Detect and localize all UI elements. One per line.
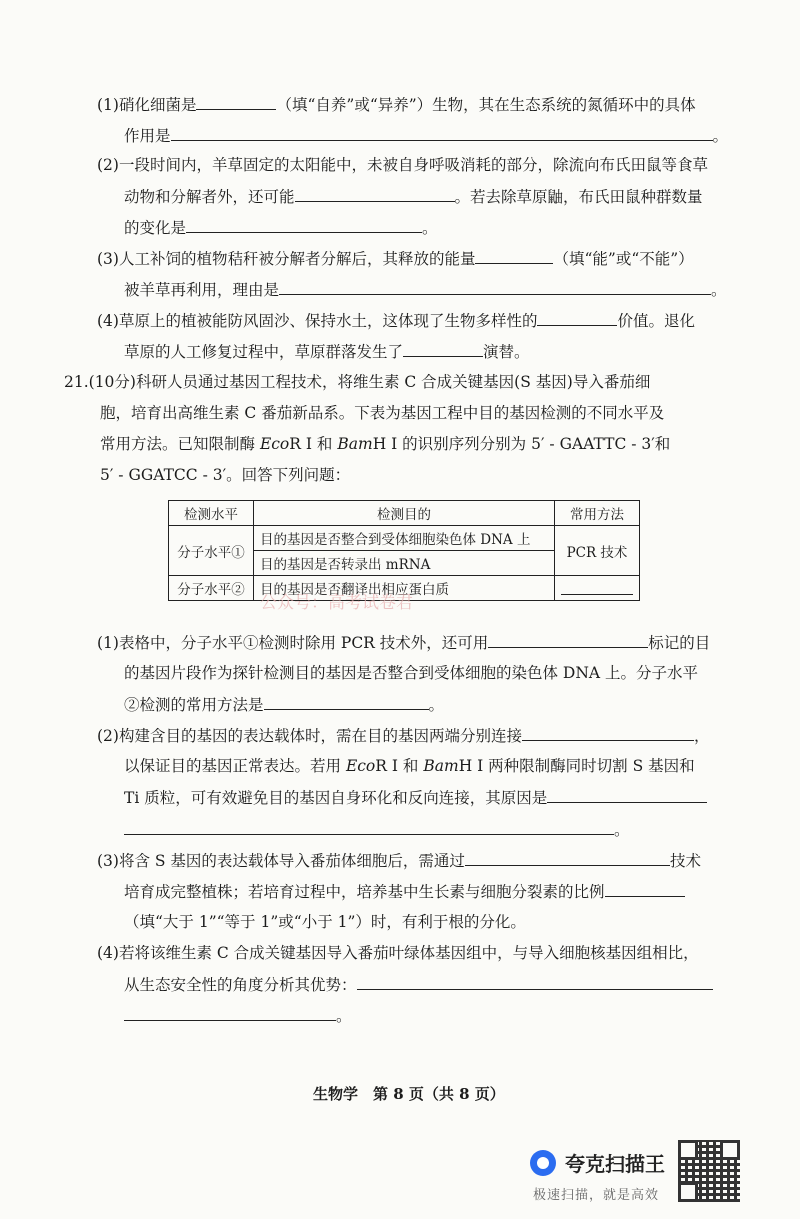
text: 技术	[669, 852, 701, 870]
table-cell: 目的基因是否翻译出相应蛋白质	[254, 576, 555, 601]
text: ，	[693, 727, 710, 745]
text: 。若去除草原鼬，布氏田鼠种群数量	[454, 188, 703, 206]
q21-intro-line2	[100, 401, 664, 425]
answer-blank	[196, 92, 276, 110]
q21-s3-line2	[124, 879, 685, 904]
table-header: 常用方法	[555, 501, 640, 526]
q21-s1-line3	[124, 692, 444, 717]
q20-p1-line1	[97, 92, 696, 117]
text: (3)人工补饲的植物秸秆被分解者分解后，其释放的能量	[97, 250, 476, 268]
answer-blank	[124, 817, 614, 835]
q20-p4-line1	[97, 308, 695, 333]
answer-blank	[475, 246, 553, 264]
text: (3)将含 S 基因的表达载体导入番茄体细胞后，需通过	[97, 852, 465, 870]
text: 演替。	[483, 343, 530, 361]
answer-blank	[537, 308, 617, 326]
q21-s2-line2	[124, 754, 695, 778]
enzyme-name: Eco	[345, 757, 376, 775]
enzyme-name: Bam	[337, 435, 373, 453]
answer-blank	[522, 723, 694, 741]
text: 。	[336, 1007, 352, 1025]
text: (1)硝化细菌是	[97, 96, 197, 114]
answer-blank	[488, 630, 648, 648]
text: 胞，培育出高维生素 C 番茄新品系。下表为基因工程中目的基因检测的不同水平及	[100, 404, 665, 422]
text: 的基因片段作为探针检测目的基因是否整合到受体细胞的染色体 DNA 上。分子水平	[124, 664, 699, 682]
answer-blank	[403, 339, 483, 357]
q21-s4-line1	[97, 941, 699, 965]
text: 。	[712, 127, 729, 145]
text: 5′ - GGATCC - 3′。回答下列问题：	[100, 466, 351, 484]
q20-p2-line2	[124, 184, 703, 209]
scanner-subtitle: 极速扫描，就是高效	[533, 1188, 660, 1203]
text: 常用方法。已知限制酶	[100, 435, 260, 453]
page-footer: 生物学 第 8 页（共 8 页）	[313, 1085, 505, 1103]
q20-p4-line2	[124, 339, 530, 364]
text: 。	[614, 821, 630, 839]
q21-s1-line2	[124, 661, 698, 685]
answer-blank	[465, 848, 670, 866]
text: 。	[711, 281, 727, 299]
text: H Ⅰ 两种限制酶同时切割 S 基因和	[458, 757, 695, 775]
q21-s2-line3	[124, 785, 707, 810]
text: (2)构建含目的基因的表达载体时，需在目的基因两端分别连接	[97, 727, 522, 745]
text: 以保证目的基因正常表达。若用	[124, 757, 346, 775]
watermark: 公众号：高考试卷君	[260, 593, 413, 613]
answer-blank	[264, 692, 429, 710]
q21-s2-line4	[124, 817, 630, 842]
q20-p3-line1	[97, 246, 694, 271]
q20-p3-line2	[124, 277, 727, 302]
text: 价值。退化	[617, 312, 695, 330]
enzyme-name: Eco	[259, 435, 290, 453]
table-header: 检测水平	[169, 501, 254, 526]
text: 标记的目	[648, 634, 711, 652]
text: 从生态安全性的角度分析其优势：	[124, 976, 357, 994]
table-header-row	[169, 501, 640, 526]
answer-blank	[186, 215, 422, 233]
table-header: 检测目的	[254, 501, 555, 526]
table-cell: PCR 技术	[555, 526, 640, 576]
q21-s4-line3	[124, 1003, 352, 1028]
table-cell: 分子水平①	[169, 526, 254, 576]
answer-blank	[279, 277, 711, 295]
text: R Ⅰ 和	[289, 435, 338, 453]
text: (2)一段时间内，羊草固定的太阳能中，未被自身呼吸消耗的部分，除流向布氏田鼠等食草	[97, 156, 708, 174]
text: (4)若将该维生素 C 合成关键基因导入番茄叶绿体基因组中，与导入细胞核基因组相比，	[97, 944, 699, 962]
answer-blank	[357, 972, 713, 990]
text: 的变化是	[124, 219, 187, 237]
answer-blank	[561, 577, 633, 595]
enzyme-name: Bam	[423, 757, 459, 775]
text: (4)草原上的植被能防风固沙、保持水土，这体现了生物多样性的	[97, 312, 538, 330]
answer-blank	[171, 123, 713, 141]
text: 草原的人工修复过程中，草原群落发生了	[124, 343, 404, 361]
text: 21.(10分)科研人员通过基因工程技术，将维生素 C 合成关键基因(S 基因)导入番茄细	[64, 373, 651, 391]
answer-blank	[547, 785, 707, 803]
q21-s3-line3	[124, 910, 526, 934]
text: 作用是	[124, 127, 171, 145]
answer-blank	[295, 184, 455, 202]
text: （填“能”或“不能”）	[553, 250, 694, 268]
q21-s1-line1	[97, 630, 710, 655]
table-cell: 分子水平②	[169, 576, 254, 601]
table-row	[169, 526, 640, 551]
detection-table	[168, 500, 640, 601]
text: 。	[422, 219, 438, 237]
q21-s2-line1	[97, 723, 709, 748]
text: 被羊草再利用，理由是	[124, 281, 280, 299]
q21-s3-line1	[97, 848, 701, 873]
table-cell: 目的基因是否转录出 mRNA	[254, 551, 555, 576]
text: H Ⅰ 的识别序列分别为 5′ - GAATTC - 3′和	[372, 435, 671, 453]
q20-p2-line1	[97, 153, 708, 177]
text: 动物和分解者外，还可能	[124, 188, 295, 206]
text: Ti 质粒，可有效避免目的基因自身环化和反向连接，其原因是	[124, 789, 548, 807]
answer-blank	[124, 1003, 336, 1021]
text: （填“大于 1”“等于 1”或“小于 1”）时，有利于根的分化。	[124, 913, 526, 931]
table-cell: 目的基因是否整合到受体细胞染色体 DNA 上	[254, 526, 555, 551]
text: R Ⅰ 和	[375, 757, 424, 775]
scanner-logo-icon	[530, 1150, 556, 1176]
text: （填“自养”或“异养”）生物，其在生态系统的氮循环中的具体	[276, 96, 696, 114]
q21-s4-line2	[124, 972, 713, 997]
text: 。	[428, 696, 445, 714]
q21-intro-line1	[64, 370, 650, 394]
q20-p1-line2	[124, 123, 728, 148]
text: ②检测的常用方法是	[124, 696, 264, 714]
text: (1)表格中，分子水平①检测时除用 PCR 技术外，还可用	[97, 634, 489, 652]
q20-p2-line3	[124, 215, 438, 240]
qr-code-icon	[678, 1140, 740, 1202]
table-cell-blank	[555, 576, 640, 601]
scanner-title: 夸克扫描王	[565, 1152, 665, 1176]
q21-intro-line3	[100, 432, 670, 456]
q21-intro-line4	[100, 463, 350, 487]
text: 培育成完整植株；若培育过程中，培养基中生长素与细胞分裂素的比例	[124, 883, 605, 901]
answer-blank	[605, 879, 685, 897]
